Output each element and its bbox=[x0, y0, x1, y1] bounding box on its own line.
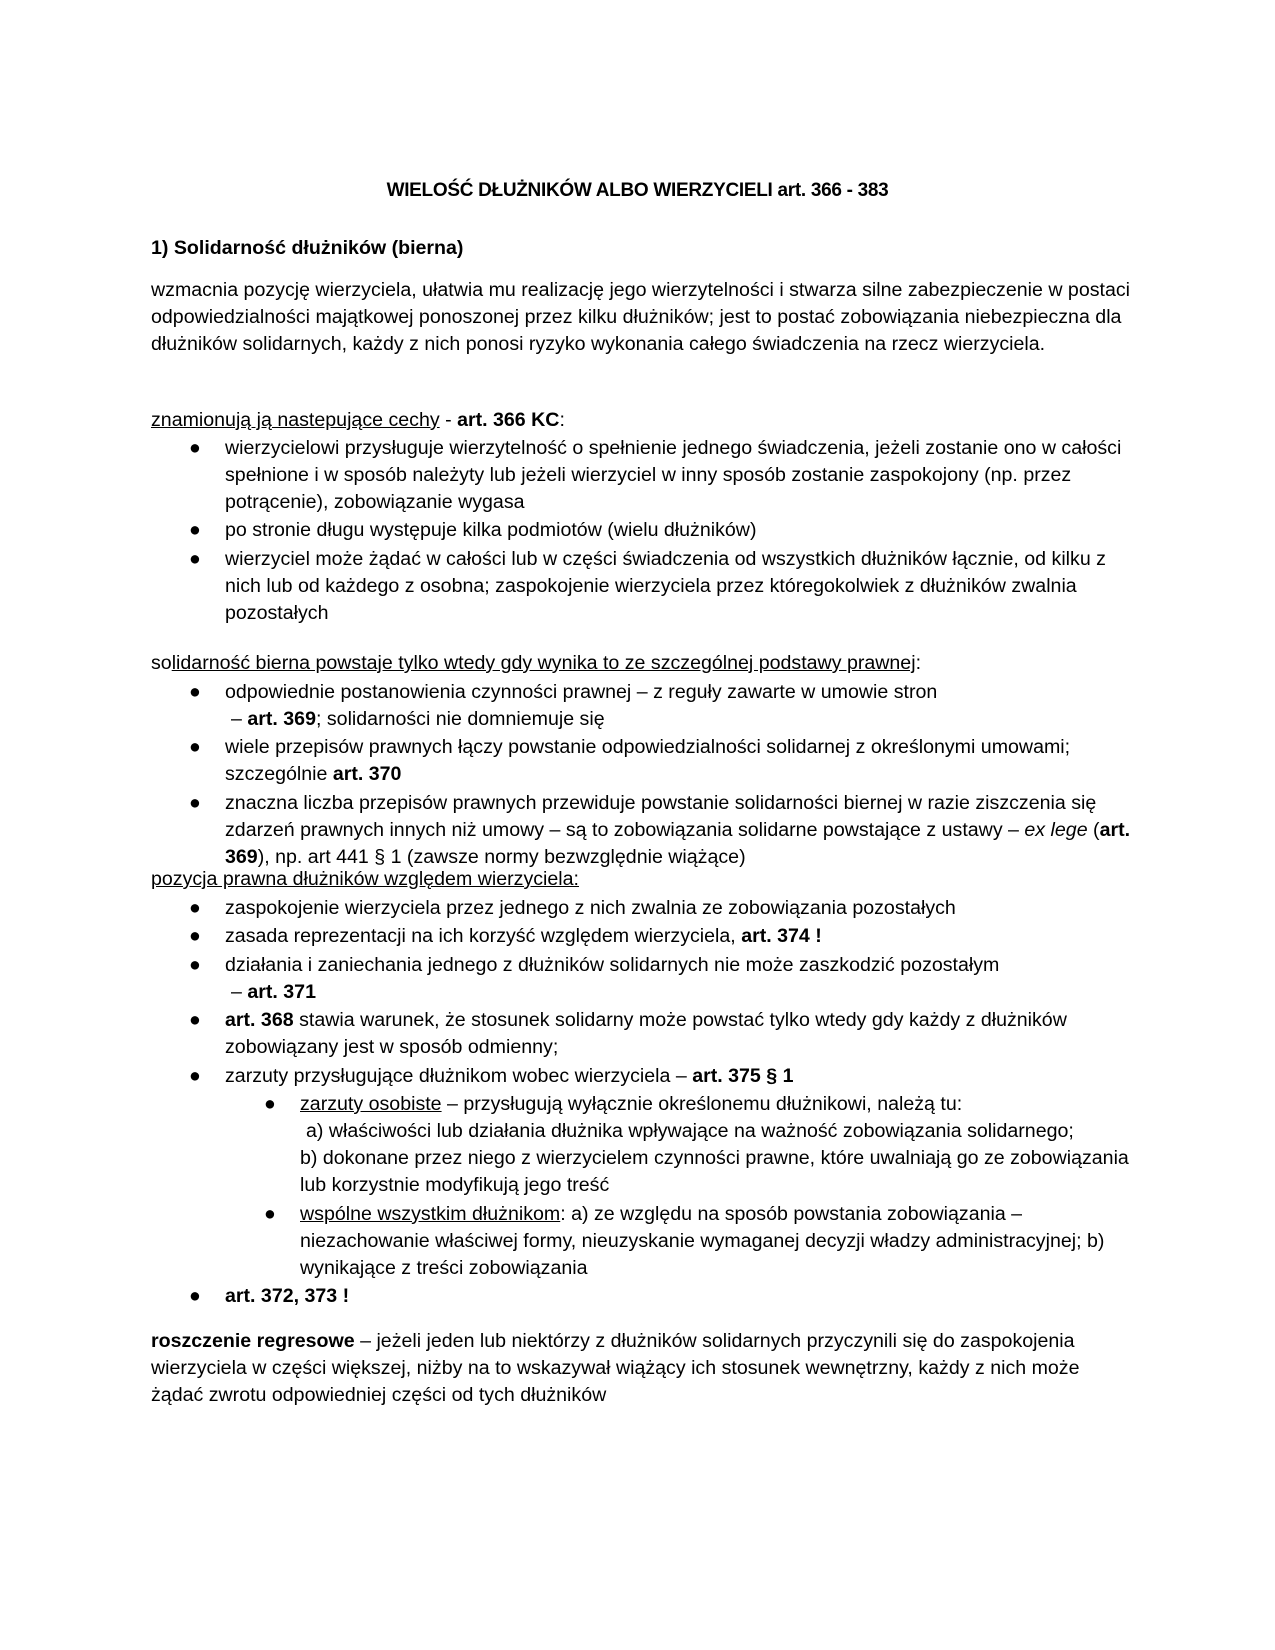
list-item bbox=[151, 895, 1131, 922]
dash: – bbox=[231, 980, 248, 1003]
bullet-icon: ● bbox=[189, 1285, 201, 1307]
dash: – bbox=[231, 707, 248, 730]
article-ref: art. 375 § 1 bbox=[692, 1064, 794, 1087]
features-label-line bbox=[151, 407, 1131, 434]
list-item bbox=[151, 952, 1131, 1006]
regress-label: roszczenie regresowe bbox=[151, 1330, 355, 1352]
bullet-icon: ● bbox=[189, 791, 201, 814]
bullet-icon: ● bbox=[189, 519, 201, 541]
list-item-text: wiele przepisów prawnych łączy powstanie odpowiedzialności solidarnej z określonymi umowami; szczególnie bbox=[225, 736, 1071, 785]
position-label-line bbox=[151, 866, 1131, 893]
regress-text: – jeżeli jeden lub niektórzy z dłużników solidarnych przyczynili się do zaspokojenia wierzyciela w części większej, niżby na to wskazywał wiążący ich stosunek wewnętrzny, każdy z nich może żądać zwrotu odpowiedniej części od tych dłużników bbox=[151, 1330, 1080, 1406]
bullet-icon: ● bbox=[264, 1093, 276, 1115]
objections-sublist bbox=[225, 1091, 1131, 1282]
list-item-text: – przysługują wyłącznie określonemu dłużnikowi, należą tu: bbox=[441, 1093, 963, 1115]
list-item-text: b) dokonane przez niego z wierzycielem czynności prawne, które uwalniają go ze zobowiązania lub korzystnie modyfikują jego treść bbox=[300, 1147, 1129, 1196]
bullet-icon: ● bbox=[189, 680, 201, 703]
position-label: pozycja prawna dłużników względem wierzyciela: bbox=[151, 868, 579, 890]
list-item bbox=[151, 790, 1131, 871]
list-item-text: wierzyciel może żądać w całości lub w części świadczenia od wszystkich dłużników łącznie, od kilku z nich lub od każdego z osobna; zaspokojenie wierzyciela przez któregokolwiek z dłużników zwalnia pozostałych bbox=[225, 547, 1106, 624]
list-item bbox=[151, 435, 1131, 516]
article-ref: art. 368 bbox=[225, 1009, 294, 1031]
bullet-icon: ● bbox=[189, 1009, 201, 1031]
bullet-icon: ● bbox=[189, 953, 201, 976]
list-item-text: : a) ze względu na sposób powstania zobowiązania – niezachowanie właściwej formy, nieuzyskanie wymaganej decyzji władzy administracyjnej; b) wynikające z treści zobowiązania bbox=[300, 1202, 1105, 1279]
article-ref: art. 371 bbox=[247, 980, 316, 1003]
list-item-text: ), np. art 441 § 1 (zawsze normy bezwzględnie wiążące) bbox=[257, 845, 746, 868]
origin-list bbox=[151, 677, 1131, 871]
list-item bbox=[151, 734, 1131, 788]
origin-colon: : bbox=[915, 652, 922, 674]
article-ref: art. 372, 373 ! bbox=[225, 1285, 350, 1307]
list-item bbox=[151, 1283, 1131, 1310]
list-item bbox=[151, 679, 1131, 733]
section-heading: 1) Solidarność dłużników (bierna) bbox=[151, 237, 464, 259]
latin-term: ex lege bbox=[1024, 818, 1088, 841]
origin-label-prefix: so bbox=[151, 652, 172, 674]
list-item-text: wierzycielowi przysługuje wierzytelność o spełnienie jednego świadczenia, jeżeli zostanie ono w całości spełnione i w sposób należyty lub jeżeli wierzyciel w inny sposób zostanie zaspokojony (np. przez potrącenie), zobowiązanie wygasa bbox=[225, 436, 1122, 513]
list-item-text: a) właściwości lub działania dłużnika wpływające na ważność zobowiązania solidarnego; bbox=[306, 1120, 1074, 1142]
sublist-label: wspólne wszystkim dłużnikom bbox=[300, 1202, 561, 1225]
list-item-text: zaspokojenie wierzyciela przez jednego z nich zwalnia ze zobowiązania pozostałych bbox=[225, 896, 956, 919]
list-item-text: działania i zaniechania jednego z dłużników solidarnych nie może zaszkodzić pozostałym bbox=[225, 953, 1000, 976]
features-sep: - bbox=[439, 409, 458, 431]
bullet-icon: ● bbox=[189, 436, 201, 459]
list-item-text: po stronie długu występuje kilka podmiotów (wielu dłużników) bbox=[225, 519, 757, 541]
bullet-icon: ● bbox=[264, 1202, 276, 1225]
bullet-icon: ● bbox=[189, 1064, 201, 1087]
paren: ( bbox=[1087, 818, 1100, 841]
sublist-item bbox=[225, 1091, 1131, 1199]
article-ref: art. 374 ! bbox=[741, 925, 822, 947]
list-item bbox=[151, 546, 1131, 627]
list-item-text: zasada reprezentacji na ich korzyść względem wierzyciela, bbox=[225, 925, 742, 947]
features-list bbox=[151, 433, 1131, 627]
features-label: znamionują ją nastepujące cechy bbox=[151, 409, 440, 431]
list-item bbox=[151, 923, 1131, 950]
list-item bbox=[151, 1007, 1131, 1061]
list-item bbox=[151, 1063, 1131, 1282]
list-item-text: stawia warunek, że stosunek solidarny może powstać tylko wtedy gdy każdy z dłużników zobowiązany jest w sposób odmienny; bbox=[225, 1009, 1067, 1058]
features-ref: art. 366 KC bbox=[457, 409, 560, 431]
page-title: WIELOŚĆ DŁUŻNIKÓW ALBO WIERZYCIELI art. 366 - 383 bbox=[386, 180, 889, 201]
article-ref: art. 369 bbox=[225, 818, 1131, 868]
bullet-icon: ● bbox=[189, 736, 201, 758]
list-item bbox=[151, 517, 1131, 544]
bullet-icon: ● bbox=[189, 896, 201, 919]
list-item-text: znaczna liczba przepisów prawnych przewiduje powstanie solidarności biernej w razie ziszczenia się zdarzeń prawnych innych niż umowy – są to zobowiązania solidarne powstające z ustawy – bbox=[225, 791, 1097, 841]
sublist-item bbox=[225, 1201, 1131, 1282]
intro-paragraph: wzmacnia pozycję wierzyciela, ułatwia mu realizację jego wierzytelności i stwarza silne zabezpieczenie w postaci odpowiedzialności majątkowej ponoszonej przez kilku dłużników; jest to postać zobowiązania niebezpieczna dla dłużników solidarnych, każdy z nich ponosi ryzyko wykonania całego świadczenia na rzecz wierzyciela. bbox=[151, 279, 1131, 355]
features-colon: : bbox=[559, 409, 565, 431]
list-item-text: odpowiednie postanowienia czynności prawnej – z reguły zawarte w umowie stron bbox=[225, 680, 938, 703]
origin-label-line bbox=[151, 650, 1131, 677]
bullet-icon: ● bbox=[189, 925, 201, 947]
origin-label: lidarność bierna powstaje tylko wtedy gdy wynika to ze szczególnej podstawy prawnej bbox=[171, 652, 916, 674]
bullet-icon: ● bbox=[189, 547, 201, 570]
list-item-text: zarzuty przysługujące dłużnikom wobec wierzyciela – bbox=[225, 1064, 693, 1087]
article-ref: art. 370 bbox=[332, 763, 402, 785]
regress-paragraph bbox=[151, 1328, 1111, 1409]
article-ref: art. 369 bbox=[247, 707, 316, 730]
position-list bbox=[151, 893, 1131, 1310]
list-item-text: ; solidarności nie domniemuje się bbox=[315, 707, 605, 730]
sublist-label: zarzuty osobiste bbox=[300, 1093, 442, 1115]
